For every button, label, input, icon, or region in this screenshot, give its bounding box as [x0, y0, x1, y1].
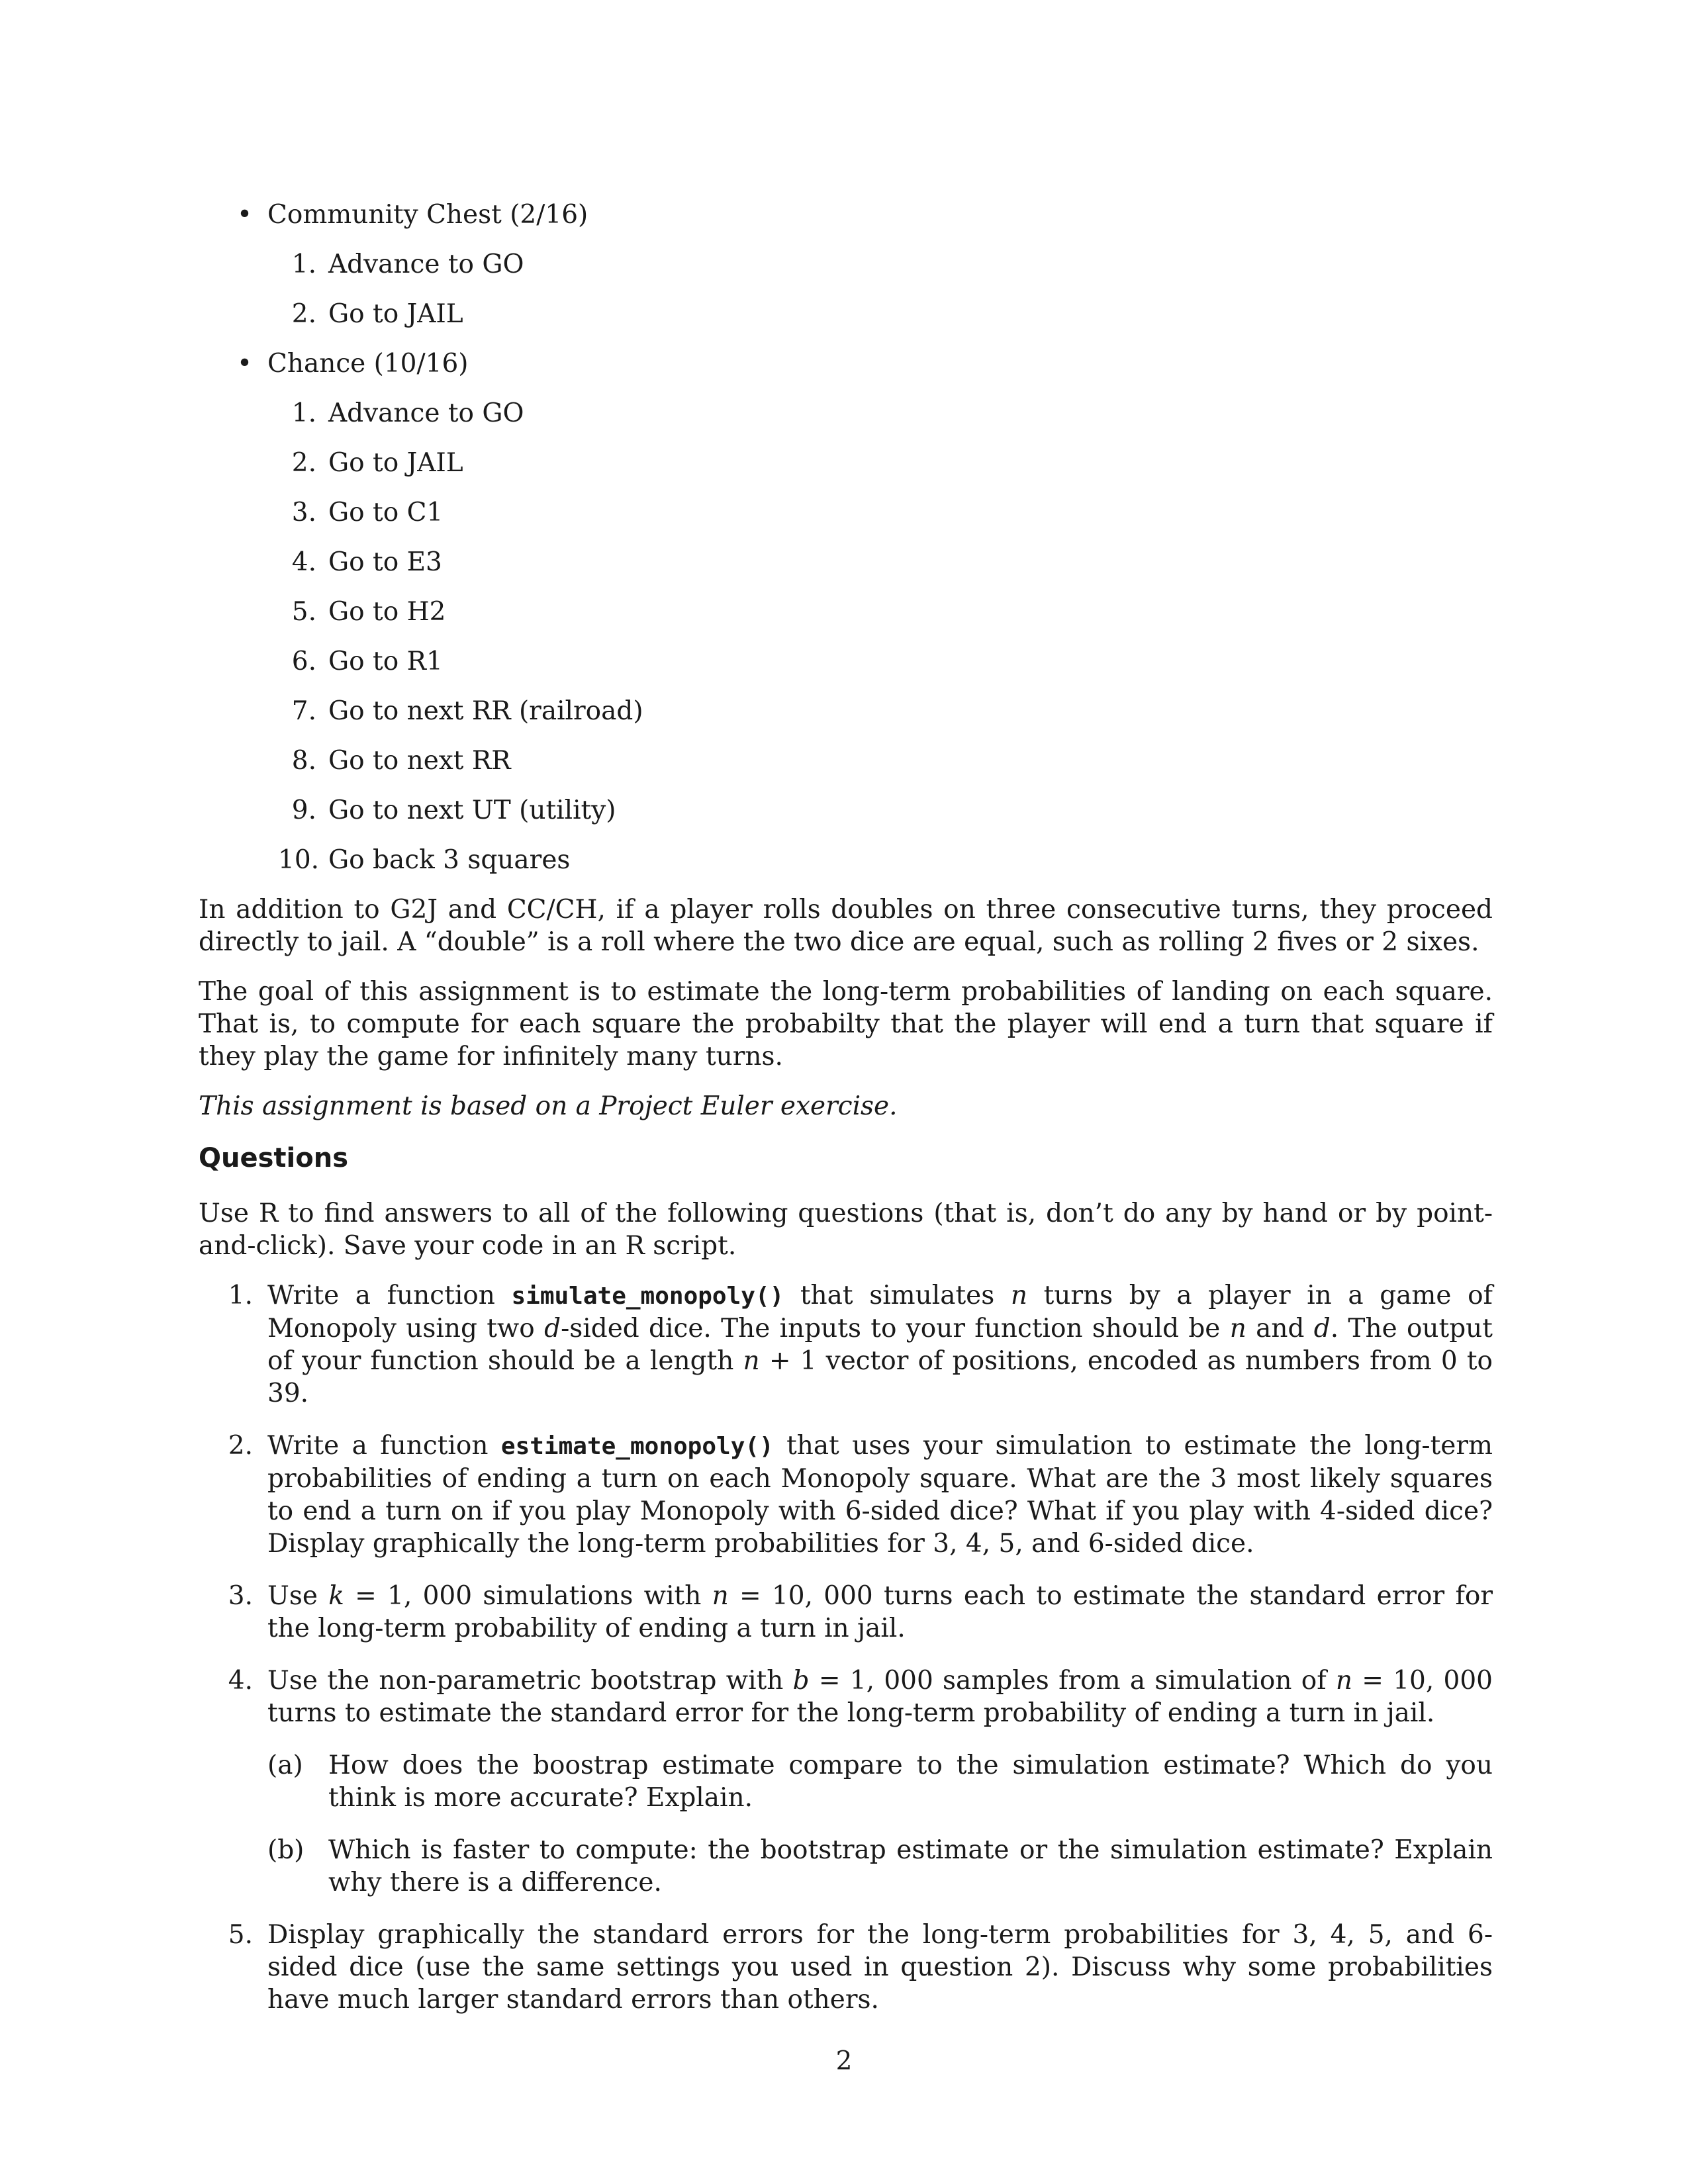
- question-3: 3. Use k = 1, 000 simulations with n = 10, 000 turns each to estimate the standard error for the long-term probability of ending a turn in jail.: [228, 1581, 1493, 1643]
- list-item: 2. Go to JAIL: [291, 299, 463, 329]
- list-item: 7. Go to next RR (railroad): [291, 696, 643, 726]
- list-item: 5. Go to H2: [291, 597, 446, 627]
- chance-title: Chance (10/16): [267, 349, 469, 379]
- list-item: 4. Go to E3: [291, 547, 442, 577]
- question-4a: (a) How does the boostrap estimate compare to the simulation estimate? Which do you think is more accurate? Explain.: [267, 1751, 1493, 1813]
- questions-heading: Questions: [199, 1143, 349, 1173]
- list-item: 8. Go to next RR: [291, 746, 511, 776]
- chance-heading: [199, 347, 1493, 380]
- doubles-paragraph: In addition to G2J and CC/CH, if a player rolls doubles on three consecutive turns, they proceed directly to jail. A “double” is a roll where the two dice are equal, such as rolling 2 fives or 2 sixes.: [199, 895, 1493, 957]
- page-number: 2: [835, 2046, 853, 2076]
- community-chest-heading: [199, 199, 1493, 231]
- source-note: This assignment is based on a Project Euler exercise.: [199, 1091, 898, 1121]
- list-item: 9. Go to next UT (utility): [291, 796, 616, 825]
- list-item: 1. Advance to GO: [291, 398, 524, 428]
- list-item: 10. Go back 3 squares: [278, 845, 571, 875]
- page-content: [199, 199, 1493, 2036]
- list-item: 1. Advance to GO: [291, 250, 524, 279]
- question-5: 5. Display graphically the standard errors for the long-term probabilities for 3, 4, 5, and 6-sided dice (use the same settings you used in question 2). Discuss why some probabilities have much larger standard errors than others.: [228, 1920, 1493, 2015]
- list-item: 6. Go to R1: [291, 647, 443, 676]
- community-chest-title: Community Chest (2/16): [267, 200, 588, 230]
- function-name: simulate_monopoly(): [511, 1283, 784, 1310]
- question-4: 4. Use the non-parametric bootstrap with b = 1, 000 samples from a simulation of n = 10, 000 turns to estimate the standard error for the long-term probability of ending a turn in jail.: [228, 1666, 1493, 1728]
- question-4b: (b) Which is faster to compute: the bootstrap estimate or the simulation estimate? Explain why there is a difference.: [267, 1835, 1493, 1897]
- questions-intro: Use R to find answers to all of the following questions (that is, don’t do any by hand or by point-and-click). Save your code in an R script.: [199, 1199, 1493, 1261]
- goal-paragraph: The goal of this assignment is to estimate the long-term probabilities of landing on each square. That is, to compute for each square the probabilty that the player will end a turn that square if they play the game for infinitely many turns.: [199, 977, 1493, 1071]
- function-name: estimate_monopoly(): [500, 1433, 774, 1460]
- bullet-marker: •: [237, 349, 253, 379]
- bullet-marker: •: [237, 200, 253, 230]
- list-item: 2. Go to JAIL: [291, 448, 463, 478]
- question-1: 1. Write a function simulate_monopoly() that simulates n turns by a player in a game of Monopoly using two d-sided dice. The inputs to your function should be n and d. The output of your function should be a length n + 1 vector of positions, encoded as numbers from 0 to 39.: [228, 1281, 1493, 1408]
- question-2: 2. Write a function estimate_monopoly() that uses your simulation to estimate the long-term probabilities of ending a turn on each Monopoly square. What are the 3 most likely squares to end a turn on if you play Monopoly with 6-sided dice? What if you play with 4-sided dice? Display graphically the long-term probabilities for 3, 4, 5, and 6-sided dice.: [228, 1431, 1493, 1559]
- list-item: 3. Go to C1: [291, 498, 444, 527]
